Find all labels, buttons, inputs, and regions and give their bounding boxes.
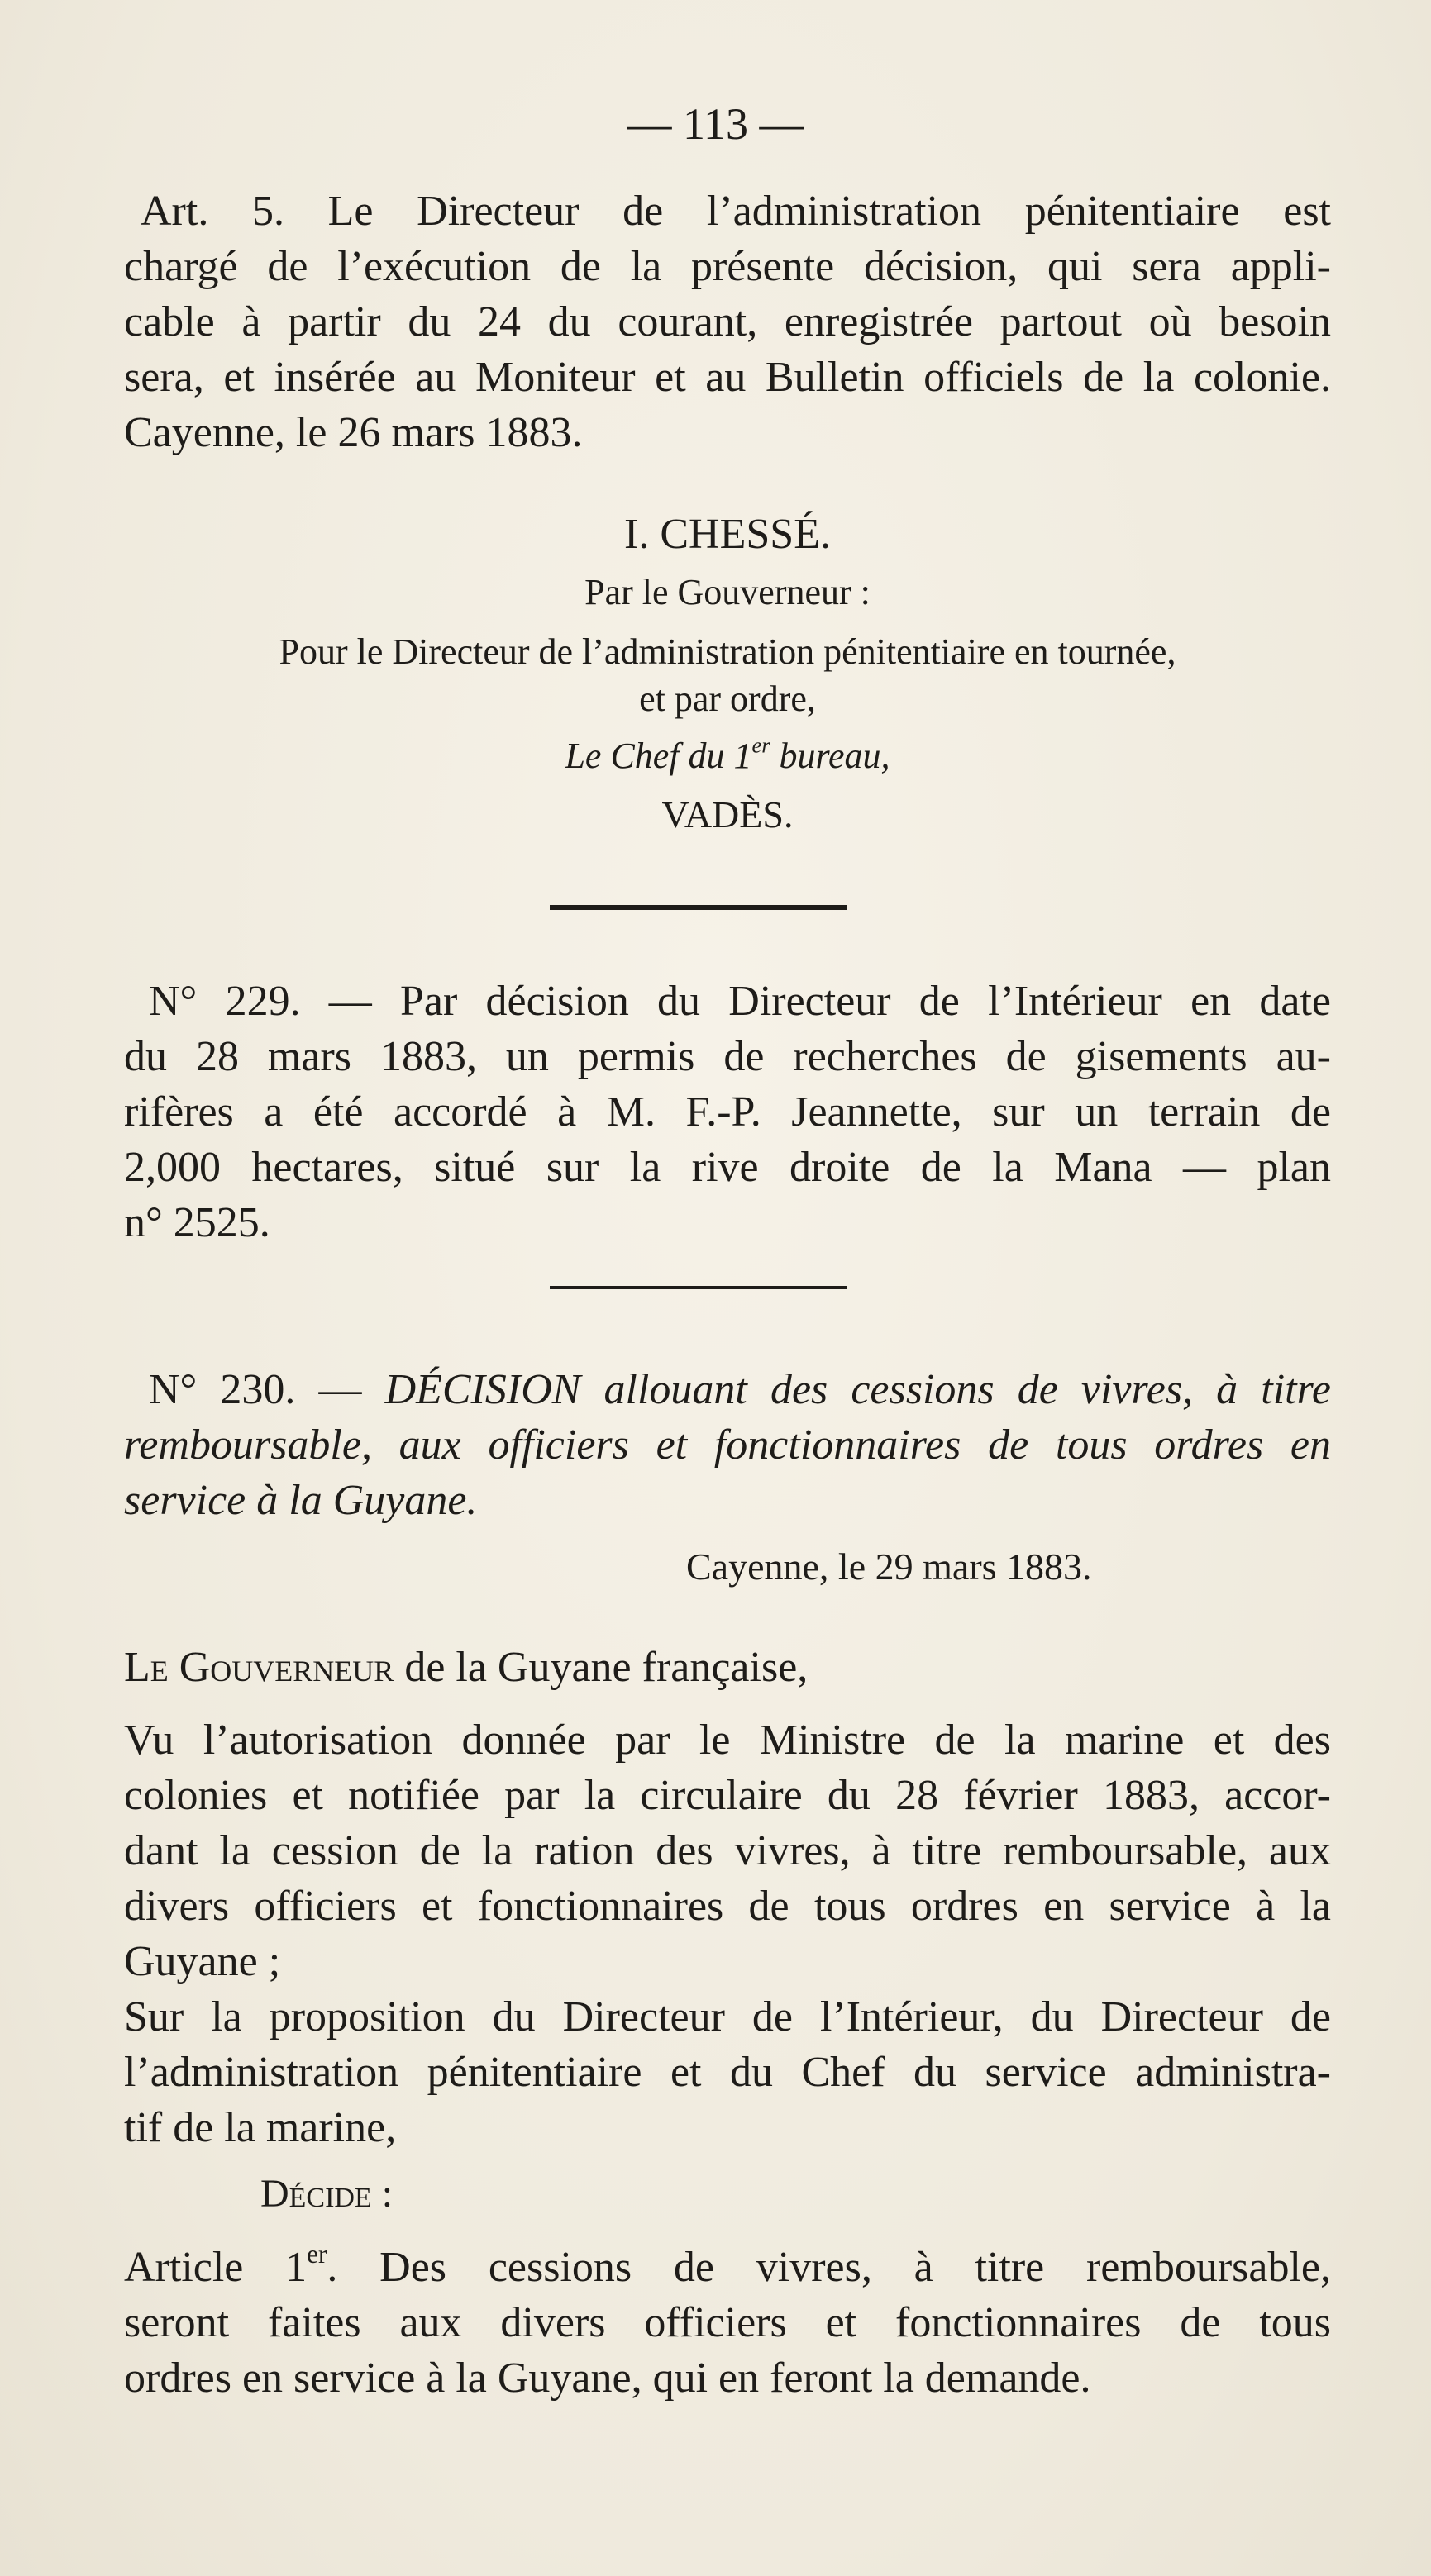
heading-line (124, 1362, 1331, 1417)
article-superscript: er (307, 2240, 327, 2269)
secretary-name: VADÈS. (661, 793, 794, 836)
text-line: dant la cession de la ration des vivres, à titre remboursable, aux (124, 1827, 1331, 1874)
text-line: Vu l’autorisation donnée par le Ministre de la marine et des (124, 1717, 1331, 1764)
decision-date-line: Cayenne, le 29 mars 1883. (686, 1545, 1092, 1588)
decision-230-heading (124, 1362, 1331, 1528)
decision-title: DÉCISION allouant des cessions de vivres, à titre (384, 1366, 1331, 1413)
chef-du-bureau-line (124, 727, 1331, 785)
text-line: cable à partir du 24 du courant, enregistrée partout où besoin (124, 298, 1331, 345)
text-line: 2,000 hectares, situé sur la rive droite de la Mana — plan (124, 1144, 1331, 1191)
chef-suffix: bureau, (770, 736, 890, 776)
text-line: sera, et insérée au Moniteur et au Bulletin officiels de la colonie. (124, 354, 1331, 401)
decision-number: N° 230. — (149, 1366, 385, 1413)
text-line: Sur la proposition du Directeur de l’Intérieur, du Directeur de (124, 1993, 1331, 2040)
text-line: colonies et notifiée par la circulaire du 28 février 1883, accor- (124, 1772, 1331, 1819)
separator-rule (550, 905, 847, 910)
text-line: rifères a été accordé à M. F.-P. Jeannette, sur un terrain de (124, 1088, 1331, 1136)
sur-paragraph (124, 1989, 1331, 2155)
decision-229-paragraph (124, 974, 1331, 1250)
text-line: n° 2525. (124, 1199, 270, 1246)
text-line: chargé de l’exécution de la présente décision, qui sera appli- (124, 243, 1331, 290)
signature-block (124, 506, 1331, 841)
decide-heading: Décide : (260, 2172, 394, 2216)
text-line: du 28 mars 1883, un permis de recherches de gisements au- (124, 1033, 1331, 1080)
text-line: ordres en service à la Guyane, qui en feront la demande. (124, 2355, 1091, 2402)
article-text: . Des cessions de vivres, à titre remboursable, (327, 2244, 1331, 2291)
governor-title: Le Gouverneur (124, 1644, 394, 1691)
text-line: N° 229. — Par décision du Directeur de l’Intérieur en date (149, 978, 1331, 1025)
governor-rest: de la Guyane française, (394, 1644, 809, 1691)
chef-prefix: Le Chef du 1 (565, 736, 752, 776)
text-line: l’administration pénitentiaire et du Chef du service administra- (124, 2049, 1331, 2096)
text-line: Art. 5. Le Directeur de l’administration pénitentiaire est (141, 188, 1331, 235)
text-line: tif de la marine, (124, 2104, 397, 2151)
governor-line (124, 1640, 1331, 1695)
chef-superscript: er (751, 732, 770, 758)
heading-line: service à la Guyane. (124, 1477, 478, 1524)
by-governor-line: Par le Gouverneur : (584, 572, 871, 612)
text-line (124, 2240, 1331, 2295)
by-order-line: et par ordre, (639, 679, 816, 719)
separator-rule (550, 1286, 847, 1289)
text-line: Guyane ; (124, 1938, 281, 1985)
text-line: seront faites aux divers officiers et fonctionnaires de tous (124, 2299, 1331, 2346)
for-director-line: Pour le Directeur de l’administration pénitentiaire en tournée, (279, 631, 1176, 672)
vu-paragraph (124, 1712, 1331, 1989)
date-line: Cayenne, le 26 mars 1883. (124, 409, 583, 456)
preamble (124, 1640, 1331, 1695)
page-number: — 113 — (627, 99, 804, 149)
article-5-paragraph (124, 183, 1331, 460)
heading-line: remboursable, aux officiers et fonctionnaires de tous ordres en (124, 1421, 1331, 1469)
article-1-paragraph (124, 2240, 1331, 2406)
signatory-name: I. CHESSÉ. (624, 511, 831, 558)
article-label: Article 1 (124, 2244, 308, 2291)
text-line: divers officiers et fonctionnaires de tous ordres en service à la (124, 1883, 1331, 1930)
